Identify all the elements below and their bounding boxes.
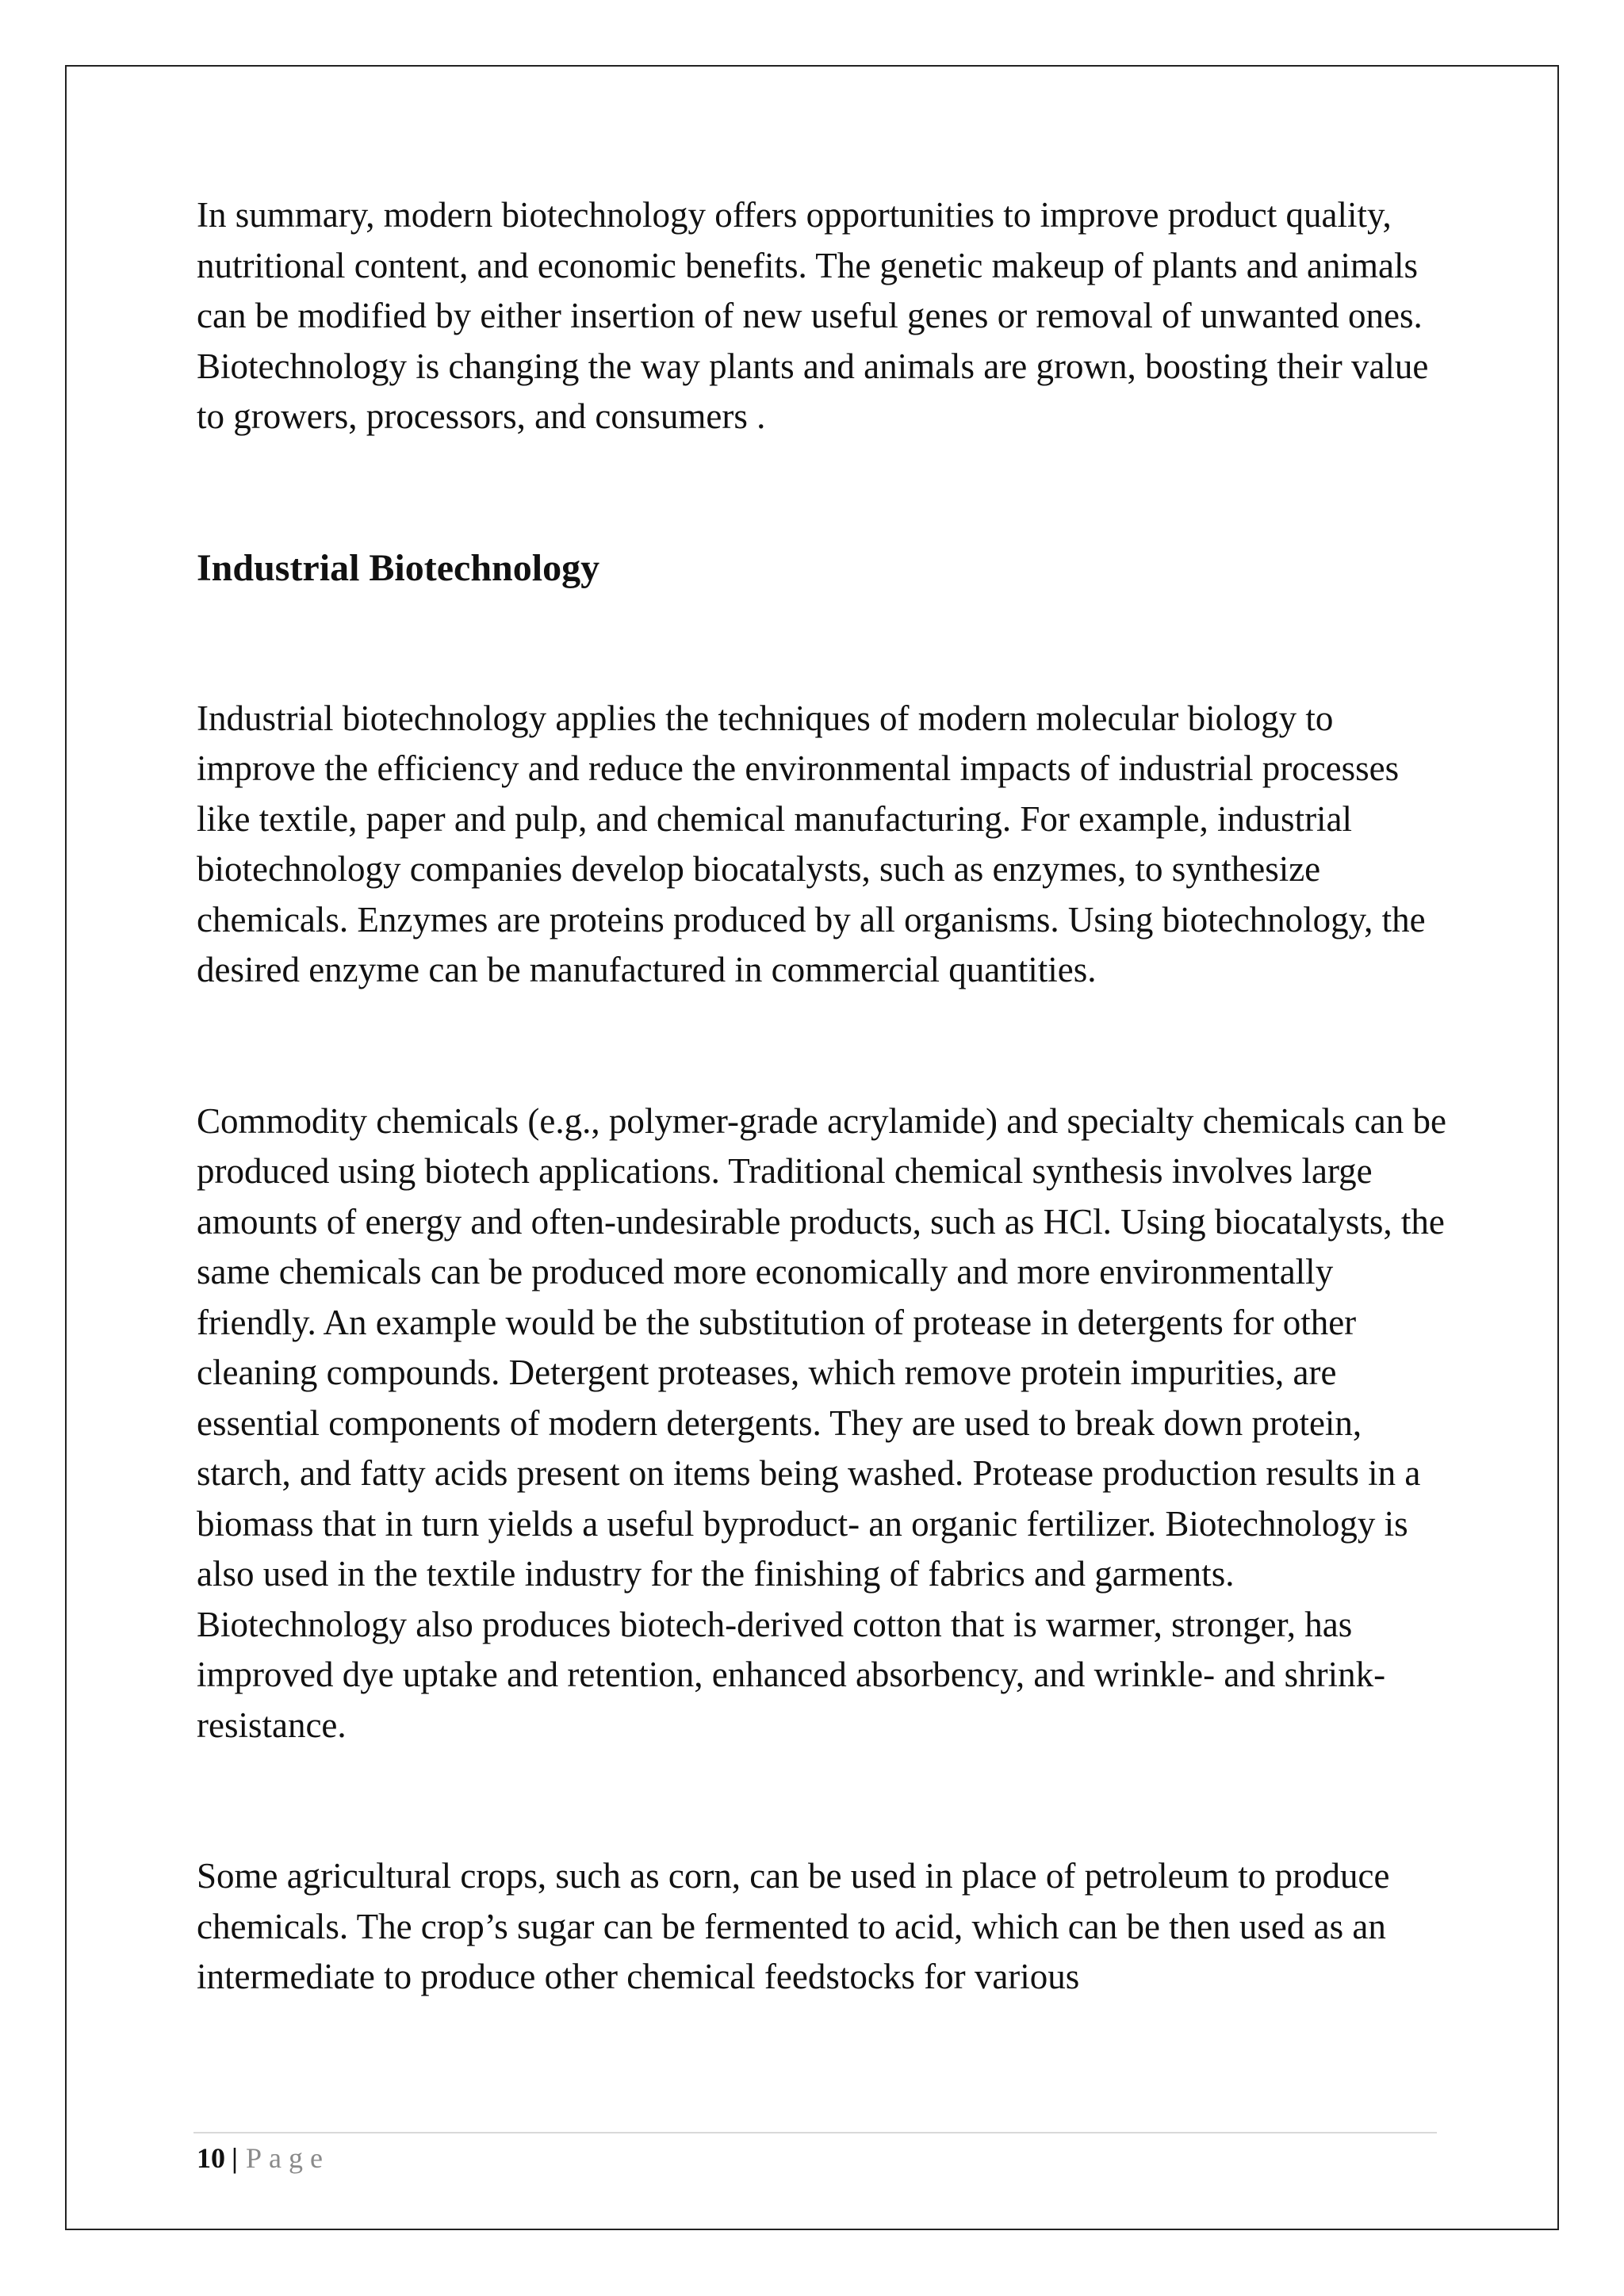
page-content [197,190,1450,2003]
paragraph-industrial-intro: Industrial biotechnology applies the techniques of modern molecular biology to improve the efficiency and reduce the environmental impacts of industrial processes like textile, paper and pulp, and chemical manufacturing. For example, industrial biotechnology companies develop biocatalysts, such as enzymes, to synthesize chemicals. Enzymes are proteins produced by all organisms. Using biotechnology, the desired enzyme can be manufactured in commercial quantities. [197,698,1426,989]
page-footer [197,2141,330,2175]
footer-separator: | [232,2142,238,2174]
paragraph-summary: In summary, modern biotechnology offers opportunities to improve product quality, nutritional content, and economic benefits. The genetic makeup of plants and animals can be modified by either insertion of new useful genes or removal of unwanted ones. Biotechnology is changing the way plants and animals are grown, boosting their value to growers, processors, and consumers . [197,195,1429,436]
page-number: 10 [197,2142,225,2174]
spacer [197,996,1450,1096]
spacer [197,1751,1450,1851]
spacer [197,442,1450,543]
footer-divider [193,2132,1437,2133]
section-heading: Industrial Biotechnology [197,546,600,589]
paragraph-commodity-chemicals: Commodity chemicals (e.g., polymer-grade acrylamide) and specialty chemicals can be produced using biotech applications. Traditional chemical synthesis involves large amounts of energy and often-undesirable products, such as HCl. Using biocatalysts, the same chemicals can be produced more economically and more environmentally friendly. An example would be the substitution of protease in detergents for other cleaning compounds. Detergent proteases, which remove protein impurities, are essential components of modern detergents. They are used to break down protein, starch, and fatty acids present on items being washed. Protease production results in a biomass that in turn yields a useful byproduct- an organic fertilizer. Biotechnology is also used in the textile industry for the finishing of fabrics and garments. Biotechnology also produces biotech-derived cotton that is warmer, stronger, has improved dye uptake and retention, enhanced absorbency, and wrinkle- and shrink-resistance. [197,1100,1446,1745]
page-label: Page [245,2142,330,2174]
paragraph-agricultural-crops: Some agricultural crops, such as corn, can be used in place of petroleum to produce chemicals. The crop’s sugar can be fermented to acid, which can be then used as an intermediate to produce other chemical feedstocks for various [197,1856,1390,1996]
spacer [197,593,1450,694]
